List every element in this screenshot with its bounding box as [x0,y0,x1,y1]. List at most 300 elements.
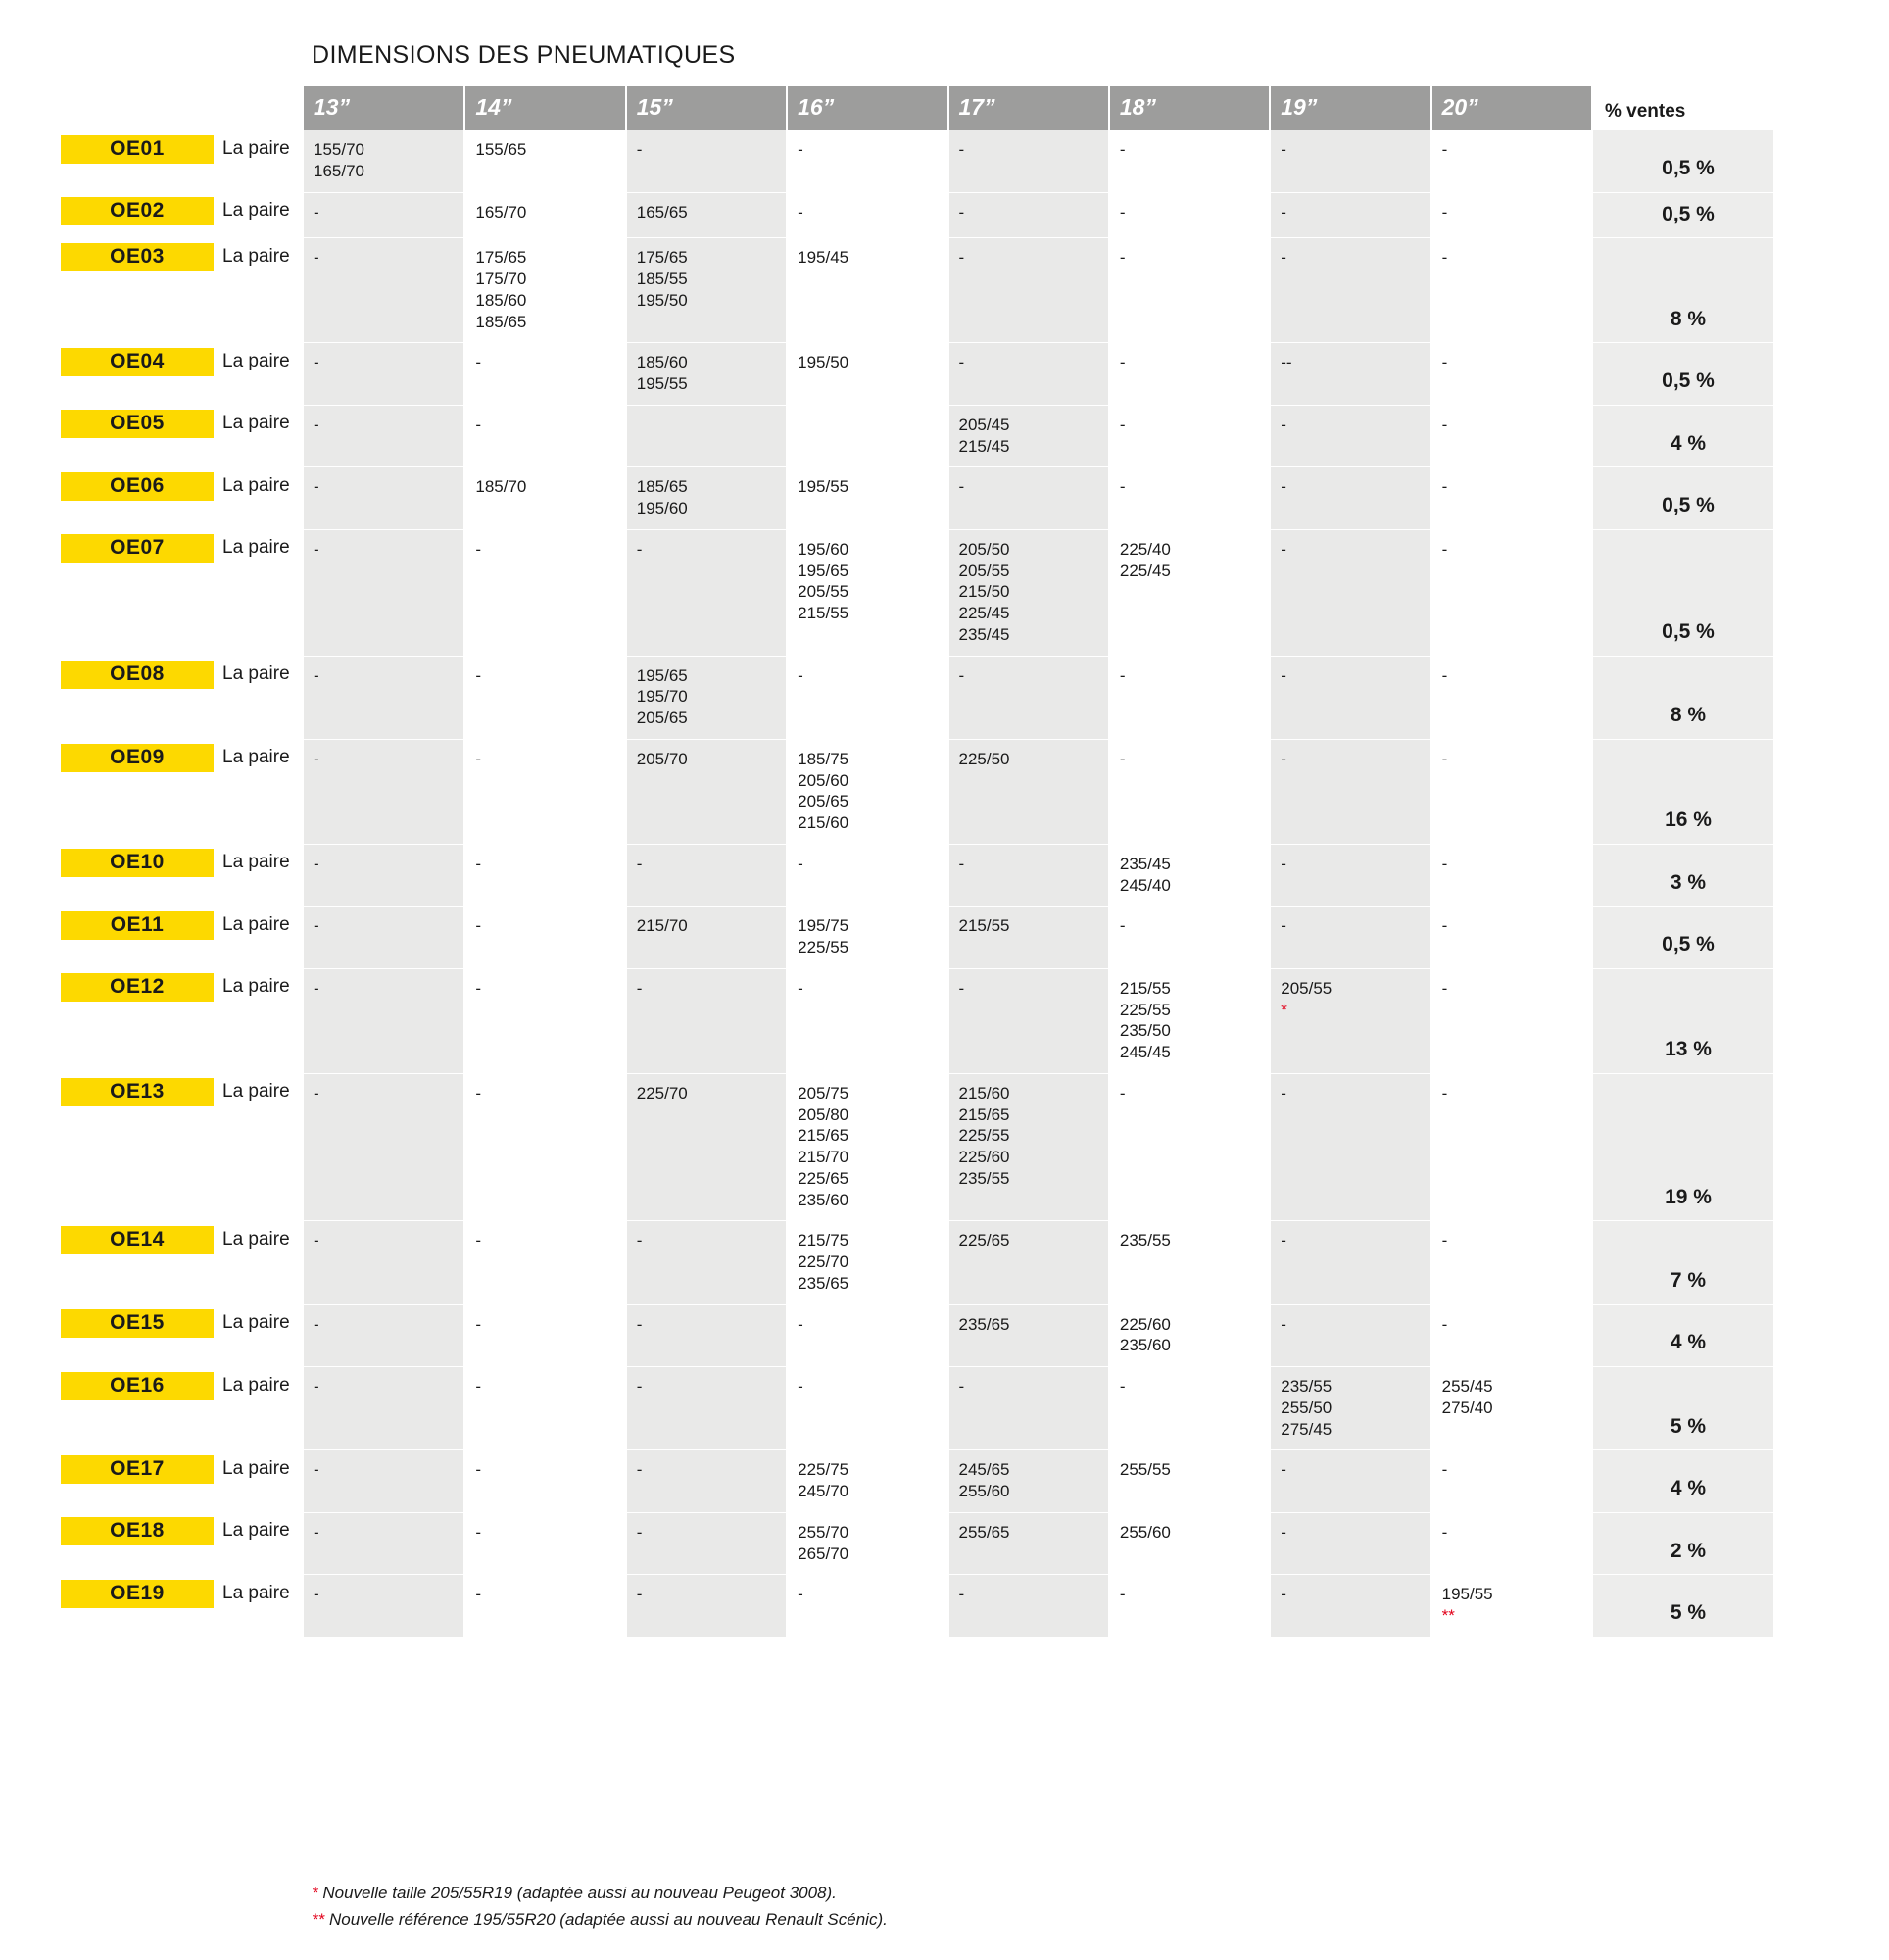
dimension-value: - [314,539,319,559]
dimension-value: 175/65 [475,248,527,268]
dimension-value: - [314,353,319,372]
table-row [304,238,1773,343]
dimension-value: 215/70 [636,916,688,936]
dimension-value: 255/65 [958,1522,1010,1542]
cell-OE17-16in [787,1450,947,1513]
cell-OE09-19in [1270,739,1430,844]
dimension-value: - [314,854,319,873]
cell-OE05-13in [304,405,464,467]
cell-OE16-15in [626,1367,787,1450]
dimension-value: 195/50 [798,353,849,372]
cell-OE13-16in [787,1073,947,1221]
cell-OE15-16in [787,1304,947,1367]
cell-OE18-18in [1109,1512,1270,1575]
row-label-OE08 [61,660,290,689]
cell-OE01-18in [1109,130,1270,192]
cell-OE03-16in [787,238,947,343]
oe-badge: OE18 [61,1517,214,1545]
pair-label: La paire [222,413,290,433]
dimension-value: - [636,1585,643,1604]
dimension-value: - [1281,140,1286,159]
dimension-value: 255/50 [1281,1397,1332,1417]
dimension-value: 215/50 [958,582,1010,602]
row-label-OE03 [61,242,290,271]
dimension-value: 205/45 [958,415,1010,434]
cell-OE09-13in [304,739,464,844]
dimension-value: - [475,978,482,998]
dimension-value: 185/65 [475,312,527,331]
dimension-value: - [1119,1377,1126,1396]
dimension-value: - [1119,1585,1126,1604]
pair-label: La paire [222,351,290,371]
cell-OE10-14in [464,844,625,906]
dimension-value: - [958,665,965,685]
sales-percent-OE01: 0,5 % [1592,130,1773,192]
cell-OE15-13in [304,1304,464,1367]
row-label-OE06 [61,471,290,501]
dimension-value: 195/75 [798,916,849,936]
cell-OE08-17in [948,656,1109,739]
dimension-value: - [636,140,643,159]
dimension-value: - [1281,854,1286,873]
dimension-value: - [958,1377,965,1396]
dimension-value: - [1441,248,1448,268]
oe-badge: OE04 [61,348,214,376]
cell-OE02-20in [1431,192,1592,238]
dimension-value: - [1281,202,1286,221]
cell-OE10-18in [1109,844,1270,906]
cell-OE11-19in [1270,906,1430,969]
sales-percent-OE11: 0,5 % [1592,906,1773,969]
table-row [304,1575,1773,1637]
cell-OE17-17in [948,1450,1109,1513]
dimension-value: - [798,665,803,685]
dimension-value: - [314,202,319,221]
oe-badge: OE07 [61,534,214,563]
sales-percent-OE03: 8 % [1592,238,1773,343]
dimension-value: - [475,854,482,873]
dimension-value: - [1281,1460,1286,1480]
table-head [304,86,1773,130]
sales-percent-OE06: 0,5 % [1592,467,1773,530]
dimension-value: - [1119,248,1126,268]
cell-OE16-14in [464,1367,625,1450]
footnote-text: Nouvelle taille 205/55R19 (adaptée aussi au nouveau Peugeot 3008). [317,1884,837,1903]
oe-badge: OE11 [61,911,214,940]
cell-OE04-13in [304,343,464,406]
dimension-value: - [1119,202,1126,221]
dimension-value: 155/65 [475,140,527,159]
dimension-value: - [475,353,482,372]
dimension-value: - [1441,415,1448,434]
cell-OE07-19in [1270,529,1430,656]
dimension-value: - [1281,539,1286,559]
dimension-value: 215/60 [798,813,849,833]
dimension-value: - [1441,854,1448,873]
cell-OE18-14in [464,1512,625,1575]
dimension-value: 225/50 [958,749,1010,768]
cell-OE06-17in [948,467,1109,530]
cell-OE10-17in [948,844,1109,906]
dimension-value: - [314,1377,319,1396]
dimension-value: - [314,1522,319,1542]
cell-OE15-19in [1270,1304,1430,1367]
pair-label: La paire [222,1081,290,1102]
cell-OE13-13in [304,1073,464,1221]
dimension-value: - [314,1460,319,1480]
dimension-value: 205/55 * [1281,978,1332,1019]
dimension-value: 245/65 [958,1460,1010,1480]
dimension-value: 225/55 [958,1126,1010,1146]
dimension-value: - [475,415,482,434]
pair-label: La paire [222,200,290,220]
oe-badge: OE09 [61,744,214,772]
row-label-OE15 [61,1308,290,1338]
table-row [304,906,1773,969]
oe-badge: OE19 [61,1580,214,1608]
header-row [304,86,1773,130]
footnote-marker: ** [312,1909,325,1929]
table-row [304,1367,1773,1450]
cell-OE09-15in [626,739,787,844]
cell-OE01-17in [948,130,1109,192]
cell-OE08-20in [1431,656,1592,739]
cell-OE19-19in [1270,1575,1430,1637]
dimension-value: - [475,665,482,685]
dimension-value: - [1281,749,1286,768]
cell-OE16-19in [1270,1367,1430,1450]
dimension-value: 215/70 [798,1148,849,1167]
table-row [304,130,1773,192]
dimension-value: 265/70 [798,1544,849,1563]
cell-OE10-16in [787,844,947,906]
dimension-value: 195/55 [798,477,849,497]
dimension-value: - [475,539,482,559]
oe-badge: OE12 [61,973,214,1002]
sales-percent-OE17: 4 % [1592,1450,1773,1513]
dimension-value: - [798,1585,803,1604]
cell-OE07-15in [626,529,787,656]
cell-OE10-15in [626,844,787,906]
cell-OE09-14in [464,739,625,844]
cell-OE14-13in [304,1221,464,1304]
dimension-value: 215/55 [958,916,1010,936]
cell-OE12-15in [626,968,787,1073]
cell-OE17-19in [1270,1450,1430,1513]
dimension-value: 245/45 [1119,1043,1171,1062]
cell-OE12-18in [1109,968,1270,1073]
dimension-value: - [798,1314,803,1334]
cell-OE12-16in [787,968,947,1073]
dimension-value: - [1119,1083,1126,1102]
row-label-OE18 [61,1516,290,1545]
table-row [304,192,1773,238]
dimension-value: - [636,1231,643,1250]
dimension-value: 185/60 [636,353,688,372]
dimension-value: - [314,248,319,268]
dimension-value: - [1281,1314,1286,1334]
dimension-value: 205/60 [798,770,849,790]
dimension-value: - [1281,1231,1286,1250]
cell-OE03-14in [464,238,625,343]
footnote-2 [312,1907,888,1933]
dimension-value: - [1441,916,1448,936]
dimension-value: - [314,665,319,685]
cell-OE08-18in [1109,656,1270,739]
dimension-value: 195/65 [798,561,849,580]
dimension-value: - [1441,978,1448,998]
oe-badge: OE13 [61,1078,214,1106]
column-header-7: 19” [1270,86,1430,130]
pair-label: La paire [222,1520,290,1541]
cell-OE04-17in [948,343,1109,406]
dimension-value: - [475,1231,482,1250]
dimension-value: 255/55 [1119,1460,1171,1480]
cell-OE13-20in [1431,1073,1592,1221]
dimension-value: - [958,353,965,372]
cell-OE07-13in [304,529,464,656]
dimension-value: - [958,202,965,221]
sales-percent-OE13: 19 % [1592,1073,1773,1221]
dimension-value: 195/60 [636,499,688,518]
sales-percent-OE19: 5 % [1592,1575,1773,1637]
cell-OE01-16in [787,130,947,192]
cell-OE04-15in [626,343,787,406]
dimension-value: - [798,140,803,159]
dimension-value: 255/60 [1119,1522,1171,1542]
dimension-value: - [636,1377,643,1396]
footnotes [312,1881,888,1933]
cell-OE10-13in [304,844,464,906]
table-row [304,1450,1773,1513]
pair-label: La paire [222,663,290,684]
row-label-OE05 [61,409,290,438]
dimension-value: - [1441,353,1448,372]
table-row [304,343,1773,406]
cell-OE07-17in [948,529,1109,656]
dimension-value: - [1441,539,1448,559]
sales-percent-OE15: 4 % [1592,1304,1773,1367]
dimension-value: 155/70 [314,140,364,159]
dimension-value: 195/55 [636,374,688,394]
cell-OE16-13in [304,1367,464,1450]
cell-OE11-13in [304,906,464,969]
oe-badge: OE15 [61,1309,214,1338]
dimension-value: 245/70 [798,1482,849,1501]
dimension-value: -- [1281,353,1292,372]
dimension-value: 255/45 [1441,1377,1493,1396]
dimension-value: - [475,916,482,936]
dimension-value: - [1281,1083,1286,1102]
dimension-value: - [1441,1522,1448,1542]
cell-OE11-16in [787,906,947,969]
dimension-value: - [798,978,803,998]
pair-label: La paire [222,1312,290,1333]
oe-badge: OE14 [61,1226,214,1254]
cell-OE14-17in [948,1221,1109,1304]
cell-OE15-18in [1109,1304,1270,1367]
dimension-value: - [475,1314,482,1334]
dimension-value: - [1441,1083,1448,1102]
pair-label: La paire [222,1229,290,1250]
column-header-sales-percent: % ventes [1592,86,1773,130]
dimension-value: 255/70 [798,1522,849,1542]
dimension-value: - [1119,415,1126,434]
dimensions-table-wrap [304,86,1773,1637]
cell-OE16-18in [1109,1367,1270,1450]
cell-OE02-18in [1109,192,1270,238]
cell-OE19-13in [304,1575,464,1637]
dimension-value: 195/65 [636,665,688,685]
cell-OE13-19in [1270,1073,1430,1221]
footnote-marker: * [312,1884,318,1903]
dimension-value: - [958,1585,965,1604]
dimension-value: 185/55 [636,270,688,289]
sales-percent-OE05: 4 % [1592,405,1773,467]
pair-label: La paire [222,475,290,496]
cell-OE13-17in [948,1073,1109,1221]
cell-OE14-16in [787,1221,947,1304]
table-row [304,1073,1773,1221]
cell-OE04-20in [1431,343,1592,406]
cell-OE06-15in [626,467,787,530]
dimension-value: 215/45 [958,436,1010,456]
cell-OE15-17in [948,1304,1109,1367]
dimension-value: 165/70 [475,202,527,221]
cell-OE01-20in [1431,130,1592,192]
table-row [304,467,1773,530]
dimension-value: 225/60 [958,1148,1010,1167]
dimension-value: 165/70 [314,161,364,180]
dimension-value: - [1119,916,1126,936]
sales-percent-OE04: 0,5 % [1592,343,1773,406]
dimension-value: 235/60 [1119,1336,1171,1355]
row-label-OE14 [61,1225,290,1254]
page-title: DIMENSIONS DES PNEUMATIQUES [312,41,736,69]
cell-OE03-15in [626,238,787,343]
cell-OE02-13in [304,192,464,238]
sales-percent-OE09: 16 % [1592,739,1773,844]
dimension-value: - [1119,140,1126,159]
sales-percent-OE10: 3 % [1592,844,1773,906]
oe-badge: OE02 [61,197,214,225]
footnote-text: Nouvelle référence 195/55R20 (adaptée aussi au nouveau Renault Scénic). [324,1909,888,1929]
cell-OE02-14in [464,192,625,238]
dimension-value: 185/60 [475,290,527,310]
cell-OE18-17in [948,1512,1109,1575]
cell-OE17-13in [304,1450,464,1513]
row-label-OE02 [61,196,290,225]
oe-badge: OE17 [61,1455,214,1484]
cell-OE14-20in [1431,1221,1592,1304]
cell-OE06-16in [787,467,947,530]
column-header-1: 13” [304,86,464,130]
dimension-value: - [958,854,965,873]
dimension-value: 235/65 [958,1314,1010,1334]
cell-OE12-20in [1431,968,1592,1073]
cell-OE04-16in [787,343,947,406]
dimension-value: - [1441,140,1448,159]
dimension-value: - [314,978,319,998]
dimension-value: - [636,539,643,559]
table-row [304,844,1773,906]
oe-badge: OE08 [61,661,214,689]
dimension-value: 225/65 [958,1231,1010,1250]
dimension-value: - [958,477,965,497]
column-header-8: 20” [1431,86,1592,130]
cell-OE02-16in [787,192,947,238]
dimension-value: - [314,1585,319,1604]
cell-OE05-20in [1431,405,1592,467]
dimension-value: - [1281,1522,1286,1542]
cell-OE18-20in [1431,1512,1592,1575]
table-row [304,968,1773,1073]
dimension-value: - [314,415,319,434]
cell-OE09-20in [1431,739,1592,844]
row-label-OE04 [61,347,290,376]
dimension-value: - [958,248,965,268]
table-row [304,739,1773,844]
cell-OE09-16in [787,739,947,844]
dimension-value: 225/45 [958,604,1010,623]
cell-OE01-13in [304,130,464,192]
dimension-value: 185/75 [798,749,849,768]
row-label-OE09 [61,743,290,772]
cell-OE05-19in [1270,405,1430,467]
pair-label: La paire [222,1458,290,1479]
table-row [304,529,1773,656]
dimension-value: 235/45 [1119,854,1171,873]
cell-OE09-18in [1109,739,1270,844]
dimension-value: 175/70 [475,270,527,289]
cell-OE15-14in [464,1304,625,1367]
cell-OE03-17in [948,238,1109,343]
dimension-value: - [1119,665,1126,685]
dimension-value: - [475,1377,482,1396]
cell-OE18-15in [626,1512,787,1575]
dimension-value: 225/45 [1119,561,1171,580]
cell-OE18-19in [1270,1512,1430,1575]
cell-OE08-15in [626,656,787,739]
dimension-value: - [1119,353,1126,372]
dimension-value: 205/70 [636,749,688,768]
dimension-value: 225/75 [798,1460,849,1480]
pair-label: La paire [222,1375,290,1396]
cell-OE16-20in [1431,1367,1592,1450]
dimension-value: 205/65 [798,792,849,811]
dimension-value: - [1281,477,1286,497]
cell-OE17-14in [464,1450,625,1513]
cell-OE03-19in [1270,238,1430,343]
pair-label: La paire [222,852,290,872]
column-header-3: 15” [626,86,787,130]
dimension-value: - [314,749,319,768]
cell-OE06-20in [1431,467,1592,530]
dimension-value: 235/60 [798,1190,849,1209]
sales-percent-OE16: 5 % [1592,1367,1773,1450]
cell-OE16-17in [948,1367,1109,1450]
dimension-value: - [1281,415,1286,434]
column-header-2: 14” [464,86,625,130]
dimension-value: - [475,1585,482,1604]
cell-OE12-13in [304,968,464,1073]
dimension-value: - [1441,202,1448,221]
cell-OE19-20in [1431,1575,1592,1637]
cell-OE17-18in [1109,1450,1270,1513]
sales-percent-OE07: 0,5 % [1592,529,1773,656]
sales-percent-OE08: 8 % [1592,656,1773,739]
cell-OE05-18in [1109,405,1270,467]
